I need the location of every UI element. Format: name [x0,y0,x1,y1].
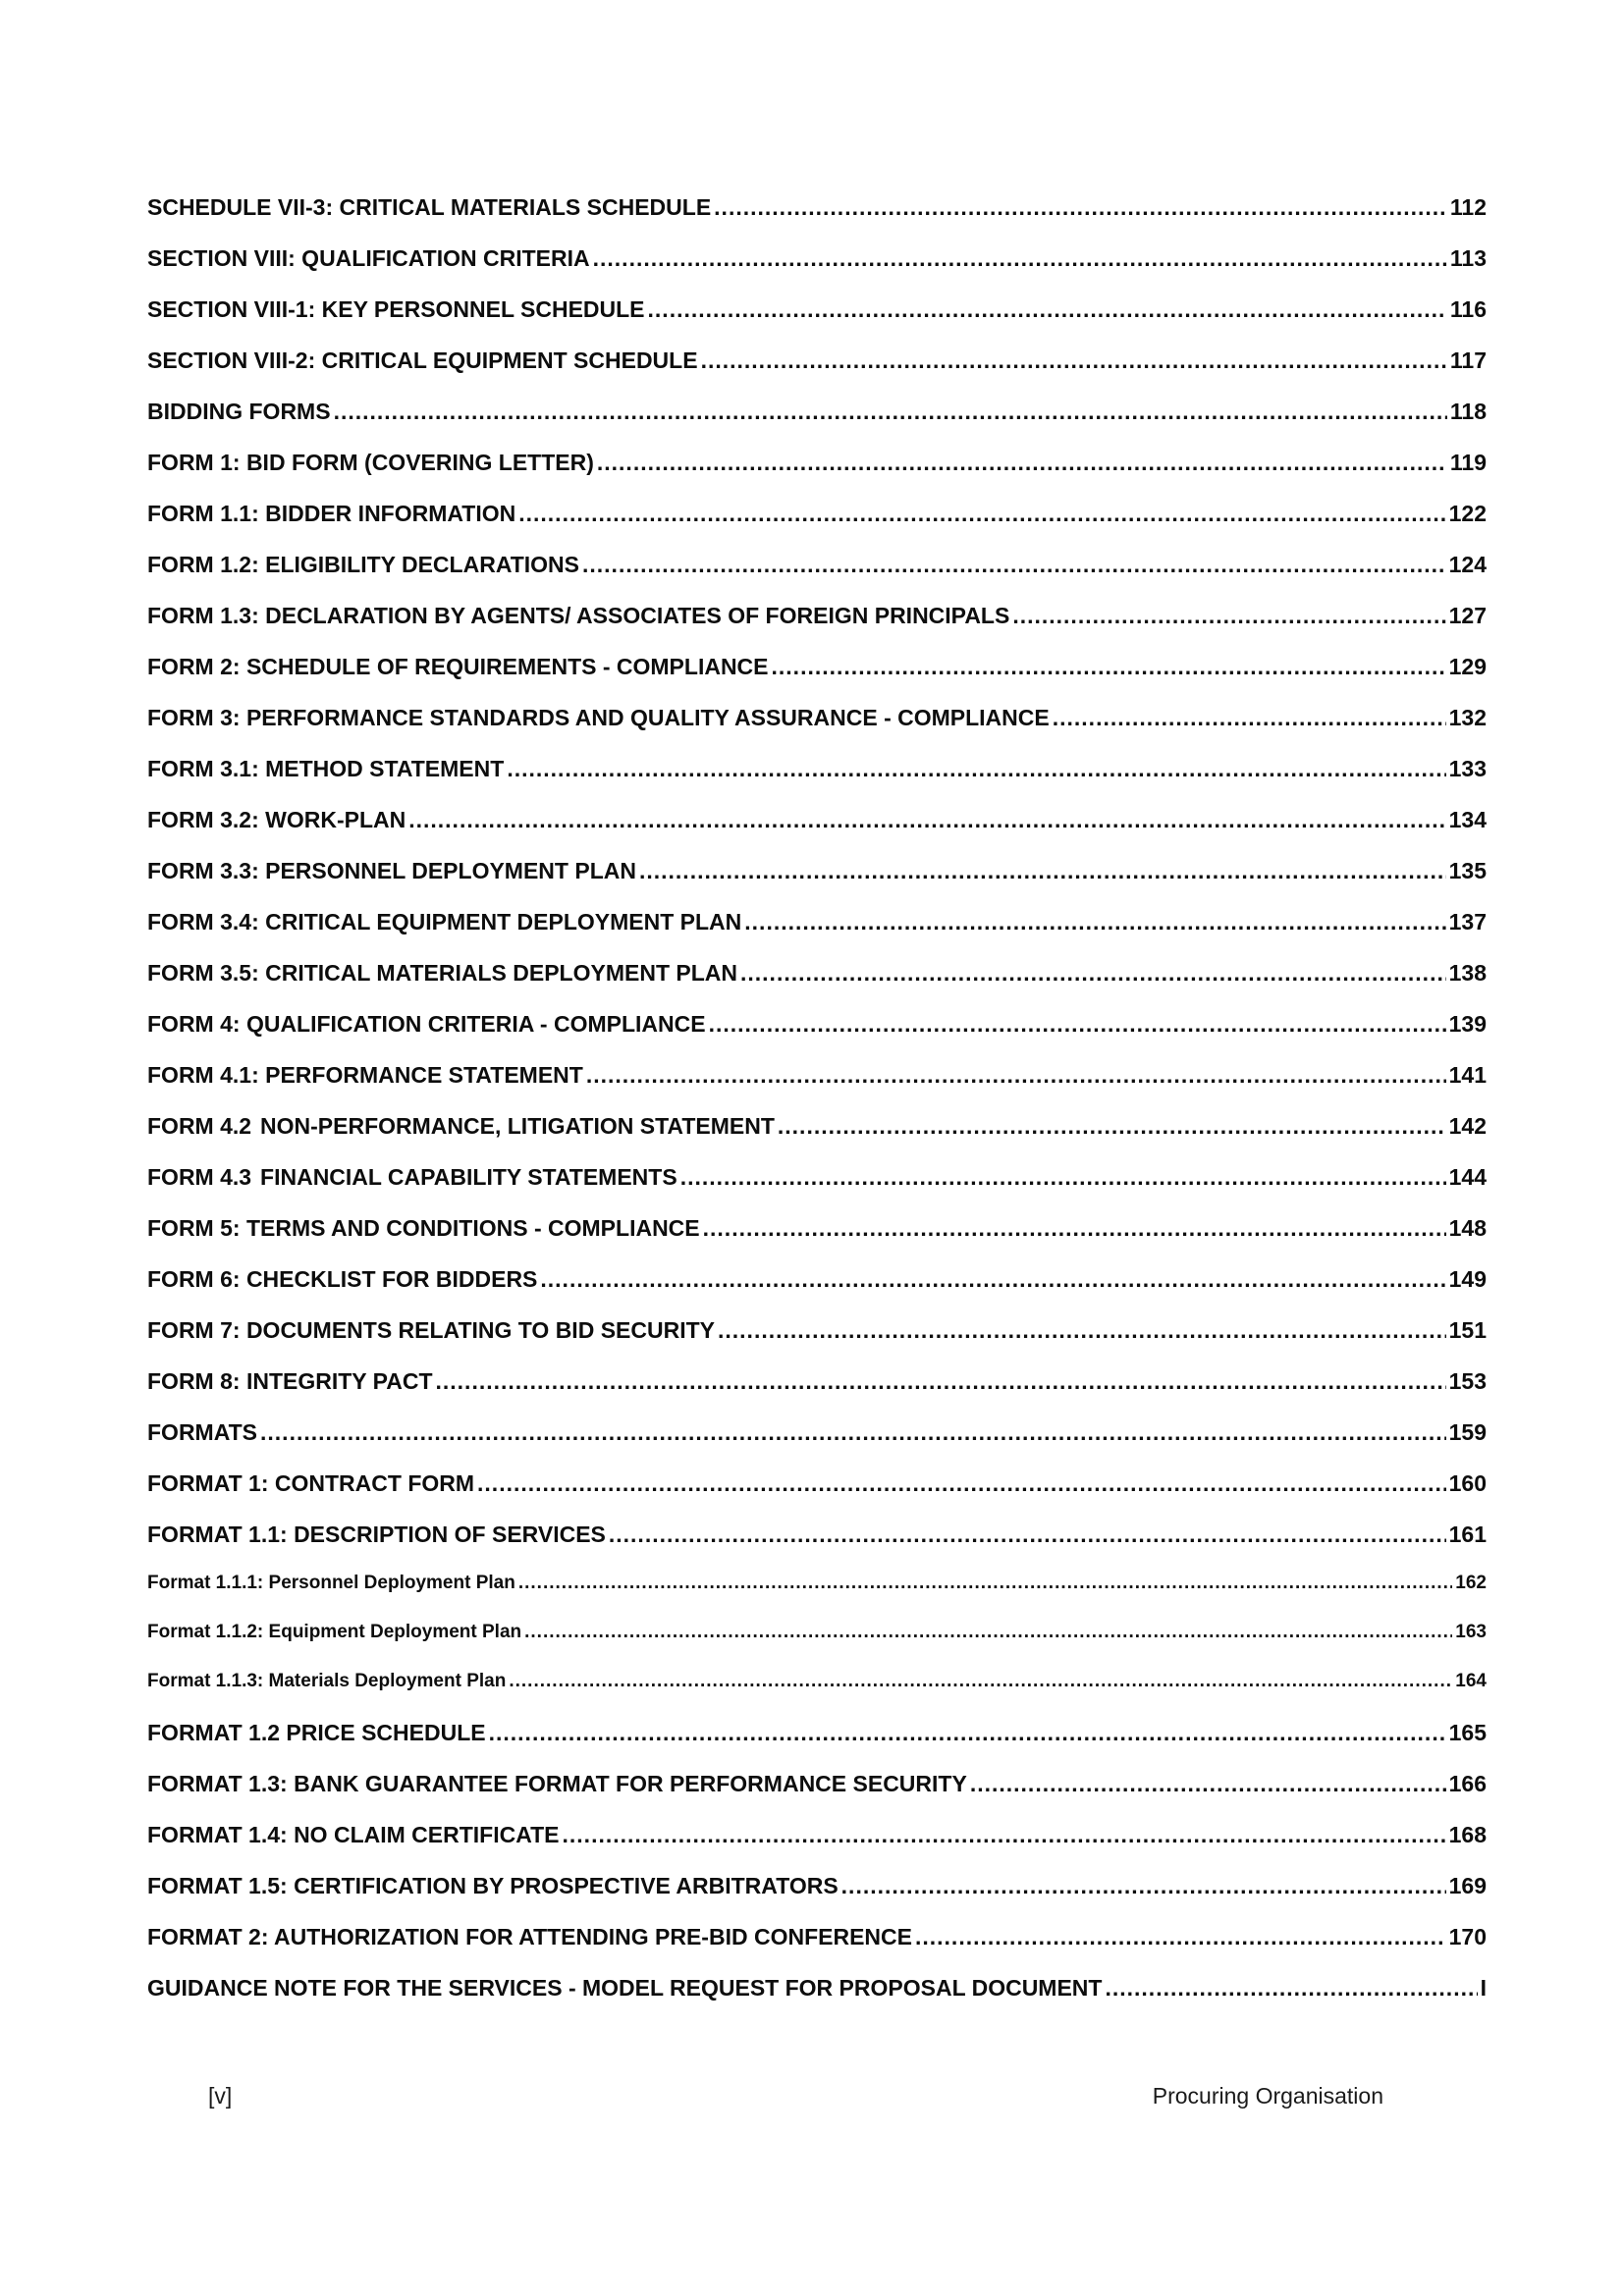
toc-entry-page-number: 132 [1448,705,1487,730]
toc-dot-leader [841,1873,1446,1899]
toc-entry[interactable] [147,1470,1487,1522]
toc-dot-leader [680,1164,1446,1191]
toc-entry[interactable] [147,1924,1487,1975]
toc-entry-page-number: 161 [1448,1522,1487,1547]
toc-entry-page-number: 112 [1449,194,1487,220]
toc-entry-title: FORMATS [147,1419,258,1445]
toc-entry[interactable] [147,1975,1487,2026]
toc-entry-title: FORM 1.3: DECLARATION BY AGENTS/ ASSOCIATES OF FOREIGN PRINCIPALS [147,603,1010,628]
toc-entry-title: SECTION VIII-1: KEY PERSONNEL SCHEDULE [147,296,645,322]
toc-entry-page-number: 141 [1448,1062,1487,1088]
toc-entry-page-number: 116 [1449,296,1487,322]
toc-dot-leader [740,960,1446,987]
toc-dot-leader [260,1419,1446,1446]
toc-entry-title: FORM 2: SCHEDULE OF REQUIREMENTS - COMPLIANCE [147,654,769,679]
toc-entry-title: FORM 1: BID FORM (COVERING LETTER) [147,450,594,475]
toc-entry-page-number: 153 [1448,1368,1487,1394]
toc-entry[interactable] [147,1671,1487,1720]
toc-dot-leader [609,1522,1446,1548]
toc-entry-page-number: 129 [1448,654,1487,679]
toc-entry-title: GUIDANCE NOTE FOR THE SERVICES - MODEL REQUEST FOR PROPOSAL DOCUMENT [147,1975,1103,2001]
toc-dot-leader [509,1671,1452,1692]
toc-entry[interactable] [147,1720,1487,1771]
toc-entry-page-number: 124 [1448,552,1487,577]
toc-dot-leader [489,1720,1446,1746]
toc-entry[interactable] [147,705,1487,756]
toc-entry-title: FORMAT 1: CONTRACT FORM [147,1470,475,1496]
toc-entry-title: SECTION VIII-2: CRITICAL EQUIPMENT SCHEDULE [147,347,698,373]
toc-dot-leader [639,858,1446,884]
toc-dot-leader [408,807,1445,833]
toc-entry-page-number: 163 [1455,1622,1487,1642]
toc-entry-page-number: 159 [1448,1419,1487,1445]
toc-dot-leader [593,245,1447,272]
toc-entry[interactable] [147,501,1487,552]
toc-entry-title: FORM 4: QUALIFICATION CRITERIA - COMPLIANCE [147,1011,706,1037]
toc-dot-leader [970,1771,1446,1797]
toc-entry-title: FORM 4.1: PERFORMANCE STATEMENT [147,1062,583,1088]
toc-entry-page-number: I [1480,1975,1487,2001]
toc-entry-title: FORM 5: TERMS AND CONDITIONS - COMPLIANCE [147,1215,700,1241]
toc-entry-page-number: 135 [1448,858,1487,883]
toc-entry-page-number: 148 [1448,1215,1487,1241]
toc-dot-leader [477,1470,1446,1497]
toc-dot-leader [597,450,1447,476]
toc-entry[interactable] [147,1317,1487,1368]
toc-dot-leader [1053,705,1446,731]
toc-entry-page-number: 160 [1448,1470,1487,1496]
toc-entry-title: Format 1.1.1: Personnel Deployment Plan [147,1573,515,1593]
toc-entry-page-number: 127 [1448,603,1487,628]
toc-dot-leader [772,654,1446,680]
toc-entry[interactable] [147,194,1487,245]
toc-entry-title: FORM 3.4: CRITICAL EQUIPMENT DEPLOYMENT PLAN [147,909,742,934]
toc-entry[interactable] [147,858,1487,909]
table-of-contents [147,194,1487,2026]
toc-entry-title: Format 1.1.3: Materials Deployment Plan [147,1671,507,1691]
toc-entry-page-number: 144 [1448,1164,1487,1190]
toc-dot-leader [648,296,1447,323]
toc-entry-title: FORM 3.1: METHOD STATEMENT [147,756,505,781]
toc-entry[interactable] [147,1522,1487,1573]
toc-entry[interactable] [147,1419,1487,1470]
toc-entry-page-number: 122 [1448,501,1487,526]
toc-entry-page-number: 151 [1448,1317,1487,1343]
toc-entry-page-number: 134 [1448,807,1487,832]
toc-entry[interactable] [147,1266,1487,1317]
toc-entry-page-number: 168 [1448,1822,1487,1847]
toc-entry-page-number: 137 [1448,909,1487,934]
toc-entry[interactable] [147,1011,1487,1062]
toc-dot-leader [563,1822,1446,1848]
toc-dot-leader [334,399,1447,425]
toc-entry-page-number: 164 [1455,1671,1487,1691]
toc-dot-leader [701,347,1447,374]
toc-dot-leader [915,1924,1446,1950]
toc-entry[interactable] [147,756,1487,807]
toc-dot-leader [518,501,1445,527]
toc-entry-title: FORM 4.3 FINANCIAL CAPABILITY STATEMENTS [147,1164,677,1190]
toc-dot-leader [586,1062,1446,1089]
page-footer [147,2083,1487,2109]
toc-dot-leader [718,1317,1446,1344]
toc-entry[interactable] [147,1164,1487,1215]
toc-entry-title: BIDDING FORMS [147,399,331,424]
toc-entry-page-number: 169 [1448,1873,1487,1898]
toc-entry-title: FORM 3.5: CRITICAL MATERIALS DEPLOYMENT PLAN [147,960,737,986]
toc-entry-page-number: 149 [1448,1266,1487,1292]
toc-entry[interactable] [147,1873,1487,1924]
toc-dot-leader [709,1011,1446,1038]
toc-entry-title: FORM 3: PERFORMANCE STANDARDS AND QUALITY ASSURANCE - COMPLIANCE [147,705,1050,730]
toc-dot-leader [1105,1975,1477,2002]
toc-entry[interactable] [147,1113,1487,1164]
toc-entry[interactable] [147,654,1487,705]
toc-entry-page-number: 113 [1449,245,1487,271]
toc-dot-leader [703,1215,1446,1242]
toc-entry[interactable] [147,450,1487,501]
toc-entry-page-number: 162 [1455,1573,1487,1593]
toc-entry-title: FORM 3.3: PERSONNEL DEPLOYMENT PLAN [147,858,636,883]
toc-entry[interactable] [147,552,1487,603]
toc-dot-leader [582,552,1446,578]
footer-page-label: [v] [208,2083,233,2109]
toc-entry-page-number: 139 [1448,1011,1487,1037]
toc-dot-leader [540,1266,1445,1293]
toc-entry[interactable] [147,399,1487,450]
toc-entry[interactable] [147,1368,1487,1419]
toc-entry-page-number: 138 [1448,960,1487,986]
toc-entry[interactable] [147,1062,1487,1113]
toc-entry-title: FORMAT 1.5: CERTIFICATION BY PROSPECTIVE ARBITRATORS [147,1873,839,1898]
toc-entry[interactable] [147,960,1487,1011]
toc-entry-title: FORMAT 1.2 PRICE SCHEDULE [147,1720,486,1745]
toc-dot-leader [524,1622,1452,1643]
toc-entry[interactable] [147,1215,1487,1266]
toc-entry-title: FORM 6: CHECKLIST FOR BIDDERS [147,1266,538,1292]
toc-entry-title: FORMAT 1.3: BANK GUARANTEE FORMAT FOR PERFORMANCE SECURITY [147,1771,967,1796]
toc-entry-title: FORMAT 2: AUTHORIZATION FOR ATTENDING PRE-BID CONFERENCE [147,1924,912,1949]
toc-entry-page-number: 119 [1449,450,1487,475]
toc-entry[interactable] [147,1573,1487,1622]
toc-entry[interactable] [147,1822,1487,1873]
toc-entry[interactable] [147,245,1487,296]
toc-entry-page-number: 165 [1448,1720,1487,1745]
toc-entry[interactable] [147,296,1487,347]
toc-entry-page-number: 142 [1448,1113,1487,1139]
toc-dot-leader [518,1573,1452,1594]
toc-dot-leader [1012,603,1445,629]
toc-entry[interactable] [147,347,1487,399]
toc-entry-title: FORM 3.2: WORK-PLAN [147,807,406,832]
toc-entry-title: FORM 7: DOCUMENTS RELATING TO BID SECURITY [147,1317,715,1343]
toc-entry-title: FORMAT 1.1: DESCRIPTION OF SERVICES [147,1522,606,1547]
toc-entry-page-number: 166 [1448,1771,1487,1796]
toc-entry-title: SCHEDULE VII-3: CRITICAL MATERIALS SCHEDULE [147,194,712,220]
toc-entry-title: FORM 1.2: ELIGIBILITY DECLARATIONS [147,552,579,577]
toc-dot-leader [507,756,1445,782]
toc-dot-leader [436,1368,1446,1395]
toc-entry[interactable] [147,1771,1487,1822]
toc-entry-page-number: 117 [1449,347,1487,373]
toc-entry[interactable] [147,909,1487,960]
toc-entry-title: Format 1.1.2: Equipment Deployment Plan [147,1622,522,1642]
toc-entry-title: SECTION VIII: QUALIFICATION CRITERIA [147,245,590,271]
toc-entry-title: FORM 4.2 NON-PERFORMANCE, LITIGATION STATEMENT [147,1113,775,1139]
toc-entry-title: FORM 8: INTEGRITY PACT [147,1368,433,1394]
footer-organisation-label: Procuring Organisation [1152,2083,1383,2109]
toc-entry-page-number: 118 [1449,399,1487,424]
toc-entry[interactable] [147,1622,1487,1671]
toc-entry-title: FORMAT 1.4: NO CLAIM CERTIFICATE [147,1822,560,1847]
toc-dot-leader [778,1113,1446,1140]
toc-dot-leader [744,909,1445,935]
toc-dot-leader [714,194,1447,221]
toc-entry-title: FORM 1.1: BIDDER INFORMATION [147,501,516,526]
toc-entry-page-number: 170 [1448,1924,1487,1949]
toc-entry[interactable] [147,603,1487,654]
toc-entry[interactable] [147,807,1487,858]
toc-entry-page-number: 133 [1448,756,1487,781]
